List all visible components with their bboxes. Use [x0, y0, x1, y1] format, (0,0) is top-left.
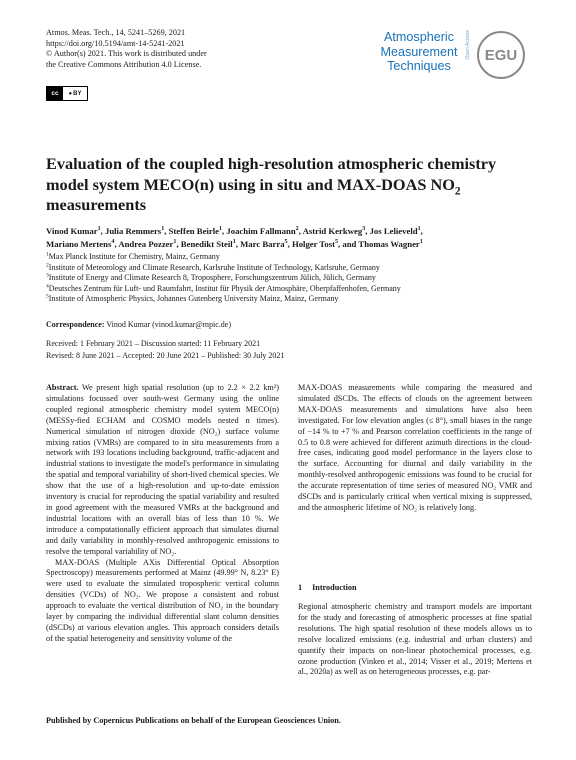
title-line-2 — [46, 175, 536, 196]
author-affiliation-mark: 1 — [161, 226, 165, 233]
affiliation-number: 2 — [46, 261, 49, 268]
affiliation-item — [46, 294, 536, 305]
by-attribution-icon — [63, 87, 87, 100]
affiliation-item — [46, 284, 536, 295]
person-icon: ● — [68, 90, 73, 97]
author-name: Astrid Kerkweg — [302, 226, 363, 236]
affiliation-text: Institute of Energy and Climate Research 8, Troposphere, Forschungszentrum Jülich, Jülich, Germany — [48, 273, 376, 283]
journal-citation: Atmos. Meas. Tech., 14, 5241–5269, 2021 — [46, 28, 186, 37]
abstract-paragraph-2: MAX-DOAS (Multiple AXis Differential Optical Absorption Spectroscopy) measurements performed at Mainz (49.99° N, 8.23° E) were used to evaluate the simulated tropospheric vertical column densities (VCDs) of NO₂. We propose a consistent and robust approach to evaluate the vertical distribution of NO₂ in the boundary layer by comparing the individual differential slant column densities (dSCDs) at various elevation angles. This approach considers details of the spatial heterogeneity and sensitivity volume of the — [46, 557, 279, 643]
abstract-label: Abstract. — [46, 383, 79, 392]
published-dates: Revised: 8 June 2021 – Accepted: 20 June 2021 – Published: 30 July 2021 — [46, 351, 285, 360]
author-affiliation-mark: 1 — [419, 239, 423, 246]
author-name: Andrea Pozzer — [118, 239, 174, 249]
correspondence-label: Correspondence: — [46, 320, 105, 329]
copyright-line: © Author(s) 2021. This work is distributed under — [46, 49, 207, 59]
author-separator: , and — [338, 239, 359, 249]
affiliation-number: 5 — [46, 293, 49, 300]
correspondence — [46, 320, 231, 329]
title-line-1: Evaluation of the coupled high-resolution atmospheric chemistry — [46, 154, 497, 173]
section-heading — [298, 583, 357, 592]
journal-name-line3: Techniques — [387, 59, 451, 74]
publisher-footer: Published by Copernicus Publications on behalf of the European Geosciences Union. — [46, 716, 341, 725]
journal-name — [370, 30, 468, 74]
author-name: Holger Tost — [291, 239, 335, 249]
author-separator: , — [420, 226, 423, 236]
journal-name-line2: Measurement — [380, 44, 458, 59]
section-title: Introduction — [312, 583, 357, 592]
cc-license-badge[interactable] — [46, 86, 88, 101]
egu-logo-icon — [476, 30, 526, 80]
abstract-column — [46, 383, 279, 645]
received-dates: Received: 1 February 2021 – Discussion started: 11 February 2021 — [46, 339, 261, 348]
author-list — [46, 225, 536, 251]
author-separator: , — [176, 239, 181, 249]
abstract-paragraph-3: MAX-DOAS measurements while comparing the measured and simulated dSCDs. The effects of clouds on the agreement between MAX-DOAS measurements and simulations have also been investigated. For low elevation angles (≤ 8°), small biases in the range of −14 % to +7 % and Pearson correlation coefficients in the range of 0.5 to 0.8 were achieved for different azimuth directions in the cloud-free cases, indicating good model performance in the layers close to the surface. Accounting for diurnal and daily variability in the monthly-resolved anthropogenic emissions was found to be crucial for the accurate representation of time series of measured NO₂ VMR and dSCDs and is particularly critical when vertical mixing is suppressed, and the atmospheric lifetime of NO₂ is relatively long. — [298, 383, 532, 512]
author-name: Jos Lelieveld — [369, 226, 418, 236]
author-separator: , — [235, 239, 241, 249]
author-name: Benedikt Steil — [180, 239, 233, 249]
paper-title — [46, 154, 536, 216]
author-separator: , — [298, 226, 303, 236]
doi-link[interactable]: https://doi.org/10.5194/amt-14-5241-2021 — [46, 38, 185, 48]
cc-logo-icon: cc — [47, 87, 63, 100]
section-number: 1 — [298, 583, 303, 592]
author-separator: , — [114, 239, 119, 249]
author-separator: , — [365, 226, 370, 236]
affiliation-text: Max Planck Institute for Chemistry, Mainz, Germany — [48, 252, 220, 261]
journal-name-line1: Atmospheric — [384, 30, 454, 44]
open-access-label: Open Access — [465, 30, 471, 60]
author-affiliation-mark: 2 — [295, 226, 299, 233]
author-name: Thomas Wagner — [358, 239, 420, 249]
abstract-text-1: We present high spatial resolution (up to 2.2 × 2.2 km²) simulations focussed over south-west Germany using the online coupled regional atmospheric chemistry model system MECO(n) (MESSy-fied ECHAM and COSMO models nested n times). Numerical simulation of nitrogen dioxide (NO₂) surface volume mixing ratios (VMRs) are compared to in situ measurements from a network with 193 locations including background, traffic-adjacent and industrial stations to investigate the model's performance in simulating the spatial and temporal variability of short-lived chemical species. We show that the use of a high-resolution and up-to-date emission inventory is crucial for reproducing the spatial variability and resulted in good agreement with the measured VMRs at the background and industrial locations with an overall bias of less than 10 %. We introduce a computationally efficient approach that simulates diurnal and daily variability in monthly-resolved anthropogenic emissions to resolve the temporal variability of NO₂. — [46, 383, 279, 556]
title-line-3: measurements — [46, 195, 147, 214]
title-subscript: 2 — [454, 184, 461, 197]
author-separator: , — [100, 226, 105, 236]
cc-by-label: BY — [73, 90, 82, 97]
author-separator: , — [222, 226, 227, 236]
author-separator: , — [287, 239, 292, 249]
author-affiliation-mark: 1 — [173, 239, 177, 246]
author-affiliation-mark: 1 — [97, 226, 101, 233]
license-line: the Creative Commons Attribution 4.0 License. — [46, 59, 202, 69]
author-separator: , — [164, 226, 169, 236]
author-name: Joachim Fallmann — [226, 226, 296, 236]
author-affiliation-mark: 5 — [334, 239, 339, 246]
introduction-paragraph: Regional atmospheric chemistry and transport models are important for the study and forecasting of atmospheric processes at fine spatial resolutions. The high spatial resolution of these models allows us to resolve localized emissions (e.g. industrial and urban clusters) and quantify their impacts on non-linear photochemical processes, e.g. ozone production (Vinken et al., 2014; Visser et al., 2019; Mertens et al., 2020a) as well as on heterogeneous processes, e.g. par- — [298, 602, 532, 677]
affiliation-item — [46, 273, 536, 284]
author-name: Mariano Mertens — [46, 239, 112, 249]
publication-dates — [46, 338, 284, 362]
author-affiliation-mark: 4 — [111, 239, 115, 246]
author-name: Marc Barra — [240, 239, 285, 249]
affiliation-item — [46, 263, 536, 274]
affiliation-text: Deutsches Zentrum für Luft- und Raumfahrt, Institut für Physik der Atmosphäre, Oberpfaffenhofen, Germany — [48, 283, 401, 293]
author-affiliation-mark: 3 — [362, 226, 366, 233]
affiliation-text: Institute of Meteorology and Climate Research, Karlsruhe Institute of Technology, Karlsruhe, Germany — [48, 262, 380, 272]
author-name: Vinod Kumar — [46, 226, 98, 236]
affiliation-number: 3 — [46, 272, 49, 279]
correspondence-contact[interactable]: Vinod Kumar (vinod.kumar@mpic.de) — [106, 320, 232, 329]
affiliation-item — [46, 252, 536, 263]
author-name: Julia Remmers — [104, 226, 162, 236]
author-affiliation-mark: 1 — [219, 226, 223, 233]
affiliation-text: Institute of Atmospheric Physics, Johannes Gutenberg University Mainz, Mainz, Germany — [48, 294, 339, 304]
author-affiliation-mark: 5 — [284, 239, 288, 246]
author-name: Steffen Beirle — [168, 226, 219, 236]
title-line-2-text: model system MECO(n) using in situ and MAX-DOAS NO — [46, 174, 455, 194]
affiliation-number: 4 — [46, 283, 49, 290]
affiliation-number: 1 — [46, 251, 49, 258]
egu-logo-text: EGU — [484, 47, 518, 64]
citation-header — [46, 28, 207, 70]
author-affiliation-mark: 1 — [417, 226, 421, 233]
affiliation-list — [46, 252, 536, 305]
author-affiliation-mark: 1 — [232, 239, 236, 246]
abstract-column-2 — [298, 383, 532, 514]
abstract-paragraph-1 — [46, 383, 279, 558]
